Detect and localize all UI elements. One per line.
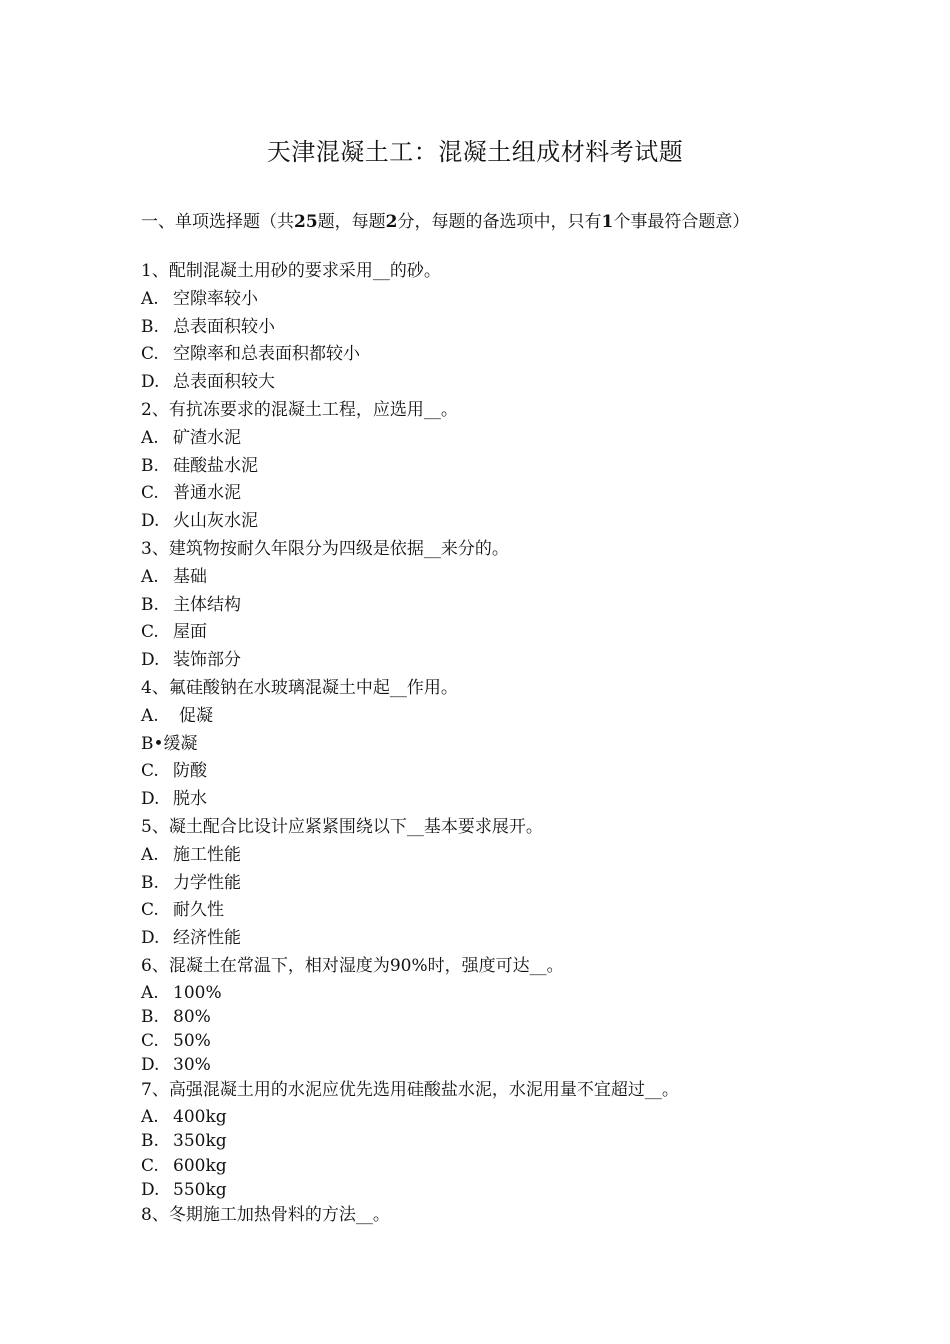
option-text: 总表面积较大 [173, 372, 275, 393]
option-letter: C. [141, 483, 159, 504]
option-text: 耐久性 [173, 900, 224, 921]
option-letter: D. [141, 789, 160, 810]
answer-option [141, 842, 821, 870]
option-letter: A. [141, 844, 159, 865]
option-letter: C. [141, 1155, 159, 1176]
answer-option [141, 369, 821, 397]
option-letter: D. [141, 372, 160, 393]
answer-option [141, 897, 821, 925]
option-letter: C. [141, 344, 159, 365]
answer-option [141, 1105, 821, 1129]
option-text: 矿渣水泥 [173, 427, 241, 448]
answer-option [141, 647, 821, 675]
option-letter: C. [141, 761, 159, 782]
answer-option [141, 758, 821, 786]
answer-option [141, 453, 821, 481]
option-text: 施工性能 [173, 844, 241, 865]
option-letter: D. [141, 1055, 160, 1076]
option-letter: C. [141, 622, 159, 643]
option-text: 100% [173, 982, 222, 1003]
question-text: 8、冬期施工加热骨料的方法__。 [141, 1205, 390, 1226]
question-text: 5、凝土配合比设计应紧紧围绕以下__基本要求展开。 [141, 816, 543, 837]
option-letter: A. [141, 288, 159, 309]
section-heading [141, 209, 811, 235]
option-text: 总表面积较小 [173, 316, 275, 337]
option-letter: A. [141, 566, 159, 587]
answer-option [141, 731, 821, 759]
document-title: 天津混凝土工：混凝土组成材料考试题 [266, 138, 684, 166]
option-text: 基础 [173, 566, 207, 587]
answer-option [141, 564, 821, 592]
option-letter: D. [141, 1179, 160, 1200]
question-text: 4、氟硅酸钠在水玻璃混凝土中起__作用。 [141, 677, 458, 698]
answer-option [141, 925, 821, 953]
option-text: 50% [173, 1031, 211, 1052]
answer-option [141, 981, 821, 1005]
option-text: 350kg [173, 1131, 227, 1152]
option-text: 600kg [173, 1155, 227, 1176]
option-letter: A. [141, 705, 159, 726]
answer-option [141, 1154, 821, 1178]
option-text: 促凝 [179, 705, 213, 726]
section-heading-part: 一、单项选择题（共 [141, 212, 294, 232]
answer-option [141, 619, 821, 647]
option-text: 普通水泥 [173, 483, 241, 504]
option-letter: A. [141, 1107, 159, 1128]
option-letter: B. [141, 455, 159, 476]
option-letter: A. [141, 427, 159, 448]
answer-option [141, 1178, 821, 1202]
option-text: 80% [173, 1006, 211, 1027]
option-letter: B. [141, 872, 159, 893]
answer-option [141, 425, 821, 453]
option-text: 脱水 [173, 789, 207, 810]
option-letter: C. [141, 900, 159, 921]
option-letter: B• [141, 733, 164, 754]
option-text: 经济性能 [173, 928, 241, 949]
question-text: 1、配制混凝土用砂的要求采用__的砂。 [141, 261, 441, 281]
option-text: 火山灰水泥 [173, 511, 258, 532]
option-letter: C. [141, 1031, 159, 1052]
option-text: 400kg [173, 1107, 227, 1128]
answer-option [141, 314, 821, 342]
correct-option-count: 1 [601, 212, 614, 232]
question-text: 2、有抗冻要求的混凝土工程，应选用__。 [141, 399, 458, 420]
option-text: 空隙率和总表面积都较小 [173, 344, 360, 365]
answer-option [141, 480, 821, 508]
question-text: 6、混凝土在常温下，相对湿度为90%时，强度可达__。 [141, 955, 564, 976]
question-count: 25 [294, 212, 318, 232]
question-text: 7、高强混凝土用的水泥应优先选用硅酸盐水泥，水泥用量不宜超过__。 [141, 1080, 679, 1101]
answer-option [141, 508, 821, 536]
option-text: 30% [173, 1055, 211, 1076]
option-letter: D. [141, 928, 160, 949]
question-list [141, 258, 821, 1230]
question-text: 3、建筑物按耐久年限分为四级是依据__来分的。 [141, 538, 509, 559]
section-heading-part: 分，每题的备选项中，只有 [397, 212, 602, 232]
option-text: 缓凝 [163, 733, 198, 754]
option-text: 装饰部分 [173, 650, 241, 671]
option-text: 力学性能 [173, 872, 241, 893]
points-per-question: 2 [385, 212, 398, 232]
answer-option [141, 1029, 821, 1053]
answer-option [141, 703, 821, 731]
option-text: 屋面 [173, 622, 207, 643]
option-letter: A. [141, 982, 159, 1003]
answer-option [141, 1129, 821, 1153]
option-letter: D. [141, 511, 160, 532]
option-letter: B. [141, 594, 159, 615]
answer-option [141, 286, 821, 314]
option-text: 550kg [173, 1179, 227, 1200]
answer-option [141, 786, 821, 814]
option-letter: B. [141, 1006, 159, 1027]
option-letter: D. [141, 650, 160, 671]
answer-option [141, 592, 821, 620]
section-heading-part: 个事最符合题意） [613, 212, 750, 232]
option-letter: B. [141, 1131, 159, 1152]
option-text: 空隙率较小 [173, 288, 258, 309]
option-text: 主体结构 [173, 594, 241, 615]
option-text: 硅酸盐水泥 [173, 455, 258, 476]
section-heading-part: 题，每题 [317, 212, 386, 232]
option-text: 防酸 [173, 761, 207, 782]
answer-option [141, 1005, 821, 1029]
answer-option [141, 1053, 821, 1077]
answer-option [141, 870, 821, 898]
answer-option [141, 341, 821, 369]
option-letter: B. [141, 316, 159, 337]
